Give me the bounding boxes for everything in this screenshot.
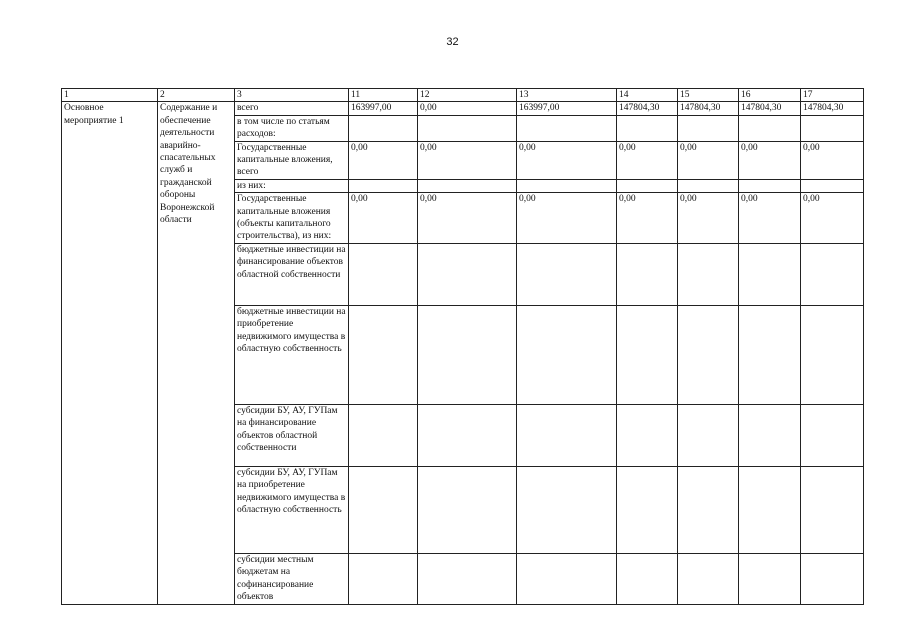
value-cell: 0,00 xyxy=(678,141,739,179)
header-cell: 14 xyxy=(617,89,678,102)
row-label-cell: бюджетные инвестиции на финансирование объектов областной собственности xyxy=(235,243,349,305)
value-cell: 147804,30 xyxy=(801,102,864,115)
value-cell: 147804,30 xyxy=(678,102,739,115)
value-cell: 0,00 xyxy=(617,193,678,244)
row-label-cell: бюджетные инвестиции на приобретение недвижимого имущества в областную собственность xyxy=(235,305,349,404)
row-label-cell: субсидии БУ, АУ, ГУПам на приобретение недвижимого имущества в областную собственность xyxy=(235,466,349,553)
value-cell: 0,00 xyxy=(418,141,517,179)
value-cell xyxy=(617,404,678,466)
header-cell: 15 xyxy=(678,89,739,102)
value-cell xyxy=(739,466,801,553)
header-cell: 17 xyxy=(801,89,864,102)
value-cell: 0,00 xyxy=(418,193,517,244)
value-cell xyxy=(349,404,418,466)
value-cell xyxy=(517,553,617,604)
header-cell: 13 xyxy=(517,89,617,102)
value-cell xyxy=(418,243,517,305)
value-cell xyxy=(349,115,418,141)
row-label-cell: субсидии местным бюджетам на софинансирование объектов xyxy=(235,553,349,604)
value-cell xyxy=(617,115,678,141)
value-cell xyxy=(801,404,864,466)
row-label-cell: Государственные капитальные вложения (объекты капитального строительства), из них: xyxy=(235,193,349,244)
value-cell xyxy=(617,243,678,305)
header-cell: 1 xyxy=(62,89,158,102)
table-row xyxy=(62,102,864,115)
value-cell xyxy=(801,179,864,192)
value-cell xyxy=(739,404,801,466)
table-header-row xyxy=(62,89,864,102)
header-cell: 12 xyxy=(418,89,517,102)
budget-table xyxy=(61,88,864,605)
event-name-cell: Основное мероприятие 1 xyxy=(62,102,158,604)
value-cell: 147804,30 xyxy=(617,102,678,115)
value-cell xyxy=(418,466,517,553)
row-label-cell: субсидии БУ, АУ, ГУПам на финансирование объектов областной собственности xyxy=(235,404,349,466)
value-cell xyxy=(517,305,617,404)
value-cell xyxy=(617,305,678,404)
value-cell xyxy=(517,179,617,192)
header-cell: 2 xyxy=(158,89,235,102)
value-cell xyxy=(739,553,801,604)
value-cell xyxy=(349,179,418,192)
value-cell: 0,00 xyxy=(418,102,517,115)
value-cell xyxy=(349,243,418,305)
value-cell xyxy=(739,243,801,305)
value-cell xyxy=(678,466,739,553)
value-cell xyxy=(739,179,801,192)
value-cell: 0,00 xyxy=(517,141,617,179)
header-cell: 3 xyxy=(235,89,349,102)
value-cell xyxy=(678,115,739,141)
value-cell xyxy=(678,305,739,404)
value-cell xyxy=(678,553,739,604)
value-cell: 0,00 xyxy=(801,193,864,244)
value-cell: 0,00 xyxy=(617,141,678,179)
value-cell xyxy=(678,179,739,192)
value-cell: 147804,30 xyxy=(739,102,801,115)
row-label-cell: Государственные капитальные вложения, всего xyxy=(235,141,349,179)
row-label-cell: всего xyxy=(235,102,349,115)
value-cell: 0,00 xyxy=(801,141,864,179)
value-cell xyxy=(349,305,418,404)
value-cell: 0,00 xyxy=(349,141,418,179)
value-cell xyxy=(418,115,517,141)
value-cell xyxy=(617,553,678,604)
header-cell: 11 xyxy=(349,89,418,102)
event-description-cell: Содержание и обеспечение деятельности аварийно-спасательных служб и гражданской обороны Воронежской области xyxy=(158,102,235,604)
value-cell: 163997,00 xyxy=(517,102,617,115)
value-cell xyxy=(678,404,739,466)
value-cell xyxy=(801,243,864,305)
value-cell xyxy=(349,553,418,604)
value-cell xyxy=(517,466,617,553)
value-cell: 0,00 xyxy=(349,193,418,244)
value-cell xyxy=(801,553,864,604)
value-cell: 0,00 xyxy=(739,141,801,179)
value-cell xyxy=(617,466,678,553)
value-cell xyxy=(418,553,517,604)
value-cell xyxy=(517,115,617,141)
row-label-cell: в том числе по статьям расходов: xyxy=(235,115,349,141)
value-cell xyxy=(349,466,418,553)
value-cell xyxy=(739,305,801,404)
value-cell: 163997,00 xyxy=(349,102,418,115)
value-cell: 0,00 xyxy=(678,193,739,244)
value-cell xyxy=(517,404,617,466)
value-cell xyxy=(418,305,517,404)
value-cell: 0,00 xyxy=(517,193,617,244)
value-cell: 0,00 xyxy=(739,193,801,244)
row-label-cell: из них: xyxy=(235,179,349,192)
value-cell xyxy=(418,179,517,192)
page-number: 32 xyxy=(446,36,459,48)
value-cell xyxy=(801,115,864,141)
value-cell xyxy=(801,466,864,553)
value-cell xyxy=(418,404,517,466)
value-cell xyxy=(617,179,678,192)
value-cell xyxy=(517,243,617,305)
header-cell: 16 xyxy=(739,89,801,102)
value-cell xyxy=(801,305,864,404)
value-cell xyxy=(678,243,739,305)
value-cell xyxy=(739,115,801,141)
